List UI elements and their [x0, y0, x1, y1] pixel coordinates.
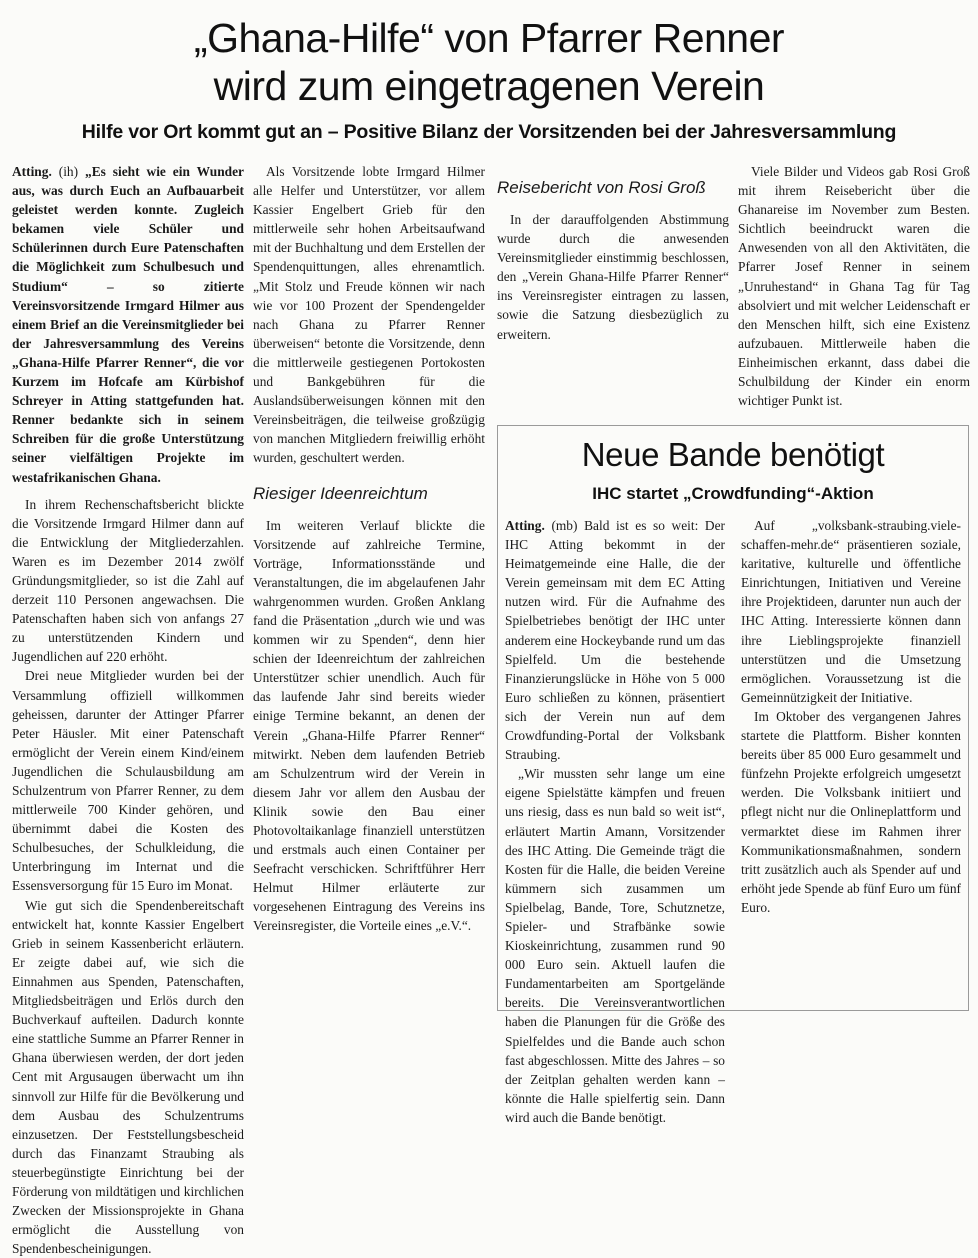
article-column-1: [12, 162, 244, 1258]
article-column-2: [253, 162, 485, 936]
box-column-2: [741, 516, 961, 917]
headline: [0, 14, 978, 110]
article-subheading: Riesiger Ideenreichtum: [253, 483, 428, 503]
headline-line-2: wird zum eingetragenen Verein: [213, 63, 765, 109]
article-paragraph: Drei neue Mitglieder wurden bei der Versammlung offiziell willkommen geheissen, darunter der Attinger Pfarrer Peter Häusler. Mit einer Patenschaft ermöglicht der Verein einem Kind/einem Jugendlichen die Schulausbildung am Schulzentrum von Pfarrer Renner, zu dem mittlerweile 700 Kinder gehören, und übernimmt dabei die Kosten des Schulbesuches, der Schulkleidung, die Unterbringung im Internat und die Essensversorgung für 15 Euro im Monat.: [12, 668, 244, 894]
article-column-3: [497, 162, 729, 344]
article-subheading: Reisebericht von Rosi Groß: [497, 178, 706, 197]
box-title: Neue Bande benötigt: [581, 436, 885, 473]
sidebar-story-box: [497, 425, 969, 1125]
box-dateline: Atting.: [505, 518, 545, 533]
article-lead-text: „Es sieht wie ein Wunder aus, was durch Euch an Aufbauarbeit geleistet werden konnte. Zugleich bekamen viele Schüler und Schülerinnen durch Eure Patenschaften die Möglichkeit zum Schulbesuch und Studium“ – so zitierte Vereinsvorsitzende Irmgard Hilmer aus einem Brief an die Vereinsmitglieder bei der Jahresversammlung des Vereins „Ghana-Hilfe Pfarrer Renner“, die vor Kurzem im Hofcafe am Kürbishof Schreyer in Atting stattgefunden hat. Renner bedankte sich in seinem Schreiben für die große Unterstützung seiner vielfältigen Projekte im westafrikanischen Ghana.: [12, 164, 244, 485]
article-column-4: [738, 162, 970, 410]
article-lead: [12, 162, 244, 487]
article-paragraph: In der darauffolgenden Abstimmung wurde durch die anwesenden Vereinsmitglieder einstimmig beschlossen, den „Verein Ghana-Hilfe Pfarrer Renner“ ins Vereinsregister eintragen zu lassen, sowie die Satzung diesbezüglich zu erweitern.: [497, 212, 729, 342]
article-paragraph: In ihrem Rechenschaftsbericht blickte die Vorsitzende Irmgard Hilmer dann auf die Entwicklung der Mitgliederzahlen. Waren es im Dezember 2014 zwölf Gründungsmitglieder, so ist die Zahl auf derzeit 110 Personen angewachsen. Die Patenschaften haben sich von anfangs 27 zu unterstützenden Kindern und Jugendlichen auf 220 erhöht.: [12, 496, 244, 665]
box-paragraph: „Wir mussten sehr lange um eine eigene Spielstätte kämpfen und freuen uns riesig, dass es nun bald so weit ist“, erläutert Martin Amann, Vorsitzender des IHC Atting. Die Gemeinde trägt die Kosten für die Halle, die beiden Vereine kümmern sich zusammen um Spielbelag, Bande, Tore, Schutznetze, Spieler- und Strafbänke sowie Kioskeinrichtung, zusammen rund 90 000 Euro sein. Aktuell laufen die Fundamentarbeiten am Sportgelände bereits. Die Vereinsverantwortlichen haben die Planungen für die Größe des Spielfeldes und die Bande auch schon fast abgeschlossen. Mitte des Jahres – so der Zeitplan gehalten werden kann – könnte die Halle spielfertig sein. Dann wird auch die Bande benötigt.: [505, 766, 725, 1125]
article-paragraph: Als Vorsitzende lobte Irmgard Hilmer alle Helfer und Unterstützer, vor allem Kassier Engelbert Grieb für den mittlerweile sehr hohen Arbeitsaufwand mit der Buchhaltung und dem Erstellen der Spendenquittungen, alles ehrenamtlich. „Mit Stolz und Freude können wir nach wie vor 100 Prozent der Spendengelder nach Ghana zu Pfarrer Renner überweisen“ betonte die Vorsitzende, denn die mittlerweile gestiegenen Portokosten und Bankgebühren für die Auslandsüberweisungen können mit den Vereinsbeiträgen, die teilweise großzügig von manchen Mitgliedern freiwillig erhöht wurden, geschultert werden.: [253, 164, 485, 466]
article-author: (ih): [58, 164, 79, 179]
box-author: (mb): [551, 518, 578, 533]
box-paragraph: [505, 516, 725, 764]
subheadline: Hilfe vor Ort kommt gut an – Positive Bilanz der Vorsitzenden bei der Jahresversammlung: [81, 121, 897, 143]
box-paragraph: Auf „volksbank-straubing.viele-schaffen-mehr.de“ präsentieren soziale, karitative, kulturelle und öffentliche Einrichtungen, Initiativen und Vereine ihre Projektideen, darunter nun auch der IHC Atting. Interessierte können dann ihre Lieblingsprojekte finanziell unterstützen und die Umsetzung ermöglichen. Voraussetzung ist die Gemeinnützigkeit der Initiative.: [741, 518, 961, 705]
box-paragraph-text: Bald ist es so weit: Der IHC Atting bekommt in der Heimatgemeinde eine Halle, die der Verein gemeinsam mit dem EC Atting nutzen wird. Für die Aufnahme des Spielbetriebes benötigt der IHC unter anderem eine Hockeybande rund um das Spielfeld. Um die bestehende Finanzierungslücke in Höhe von 5 000 Euro schließen zu können, präsentiert sich der Verein nun auf dem Crowdfunding-Portal der Volksbank Straubing.: [505, 518, 725, 763]
box-subtitle: IHC startet „Crowdfunding“-Aktion: [592, 484, 874, 503]
box-paragraph: Im Oktober des vergangenen Jahres startete die Plattform. Bisher konnten bereits über 85 000 Euro gesammelt und fünfzehn Projekte erfolgreich umgesetzt werden. Die Volksbank initiiert und pflegt nicht nur die Onlineplattform und vermarktet diese im Rahmen ihrer Kommunikationsmaßnahmen, sondern tritt zusätzlich auch als Spender auf und erhöht jede Spende ab fünf Euro um fünf Euro.: [741, 708, 961, 915]
article-paragraph: Viele Bilder und Videos gab Rosi Groß mit ihrem Reisebericht über die Ghanareise im November zum Besten. Sichtlich beeindruckt waren die Anwesenden von all den Aktivitäten, die Pfarrer Josef Renner in seinem „Unruhestand“ in Ghana Tag für Tag absolviert und mit welcher Leidenschaft er den Menschen hilft, sich eine Existenz aufzubauen. Mittlerweile haben die Einheimischen erkannt, dass dabei die Schulbildung der Kinder ein enorm wichtiger Punkt ist.: [738, 164, 970, 409]
headline-line-1: „Ghana-Hilfe“ von Pfarrer Renner: [193, 15, 785, 61]
article-paragraph: Wie gut sich die Spendenbereitschaft entwickelt hat, konnte Kassier Engelbert Grieb in seinem Kassenbericht erläutern. Er zeigte dabei auf, wie sich die Einnahmen aus Spenden, Patenschaften, Mitgliedsbeiträgen und Erlös durch den Buchverkauf aufteilen. Dadurch konnte eine stattliche Summe an Pfarrer Renner in Ghana überwiesen werden, der dort jeden Cent mit Argusaugen überwacht um ihn sinnvoll zur Hilfe für die Bevölkerung und dem Ausbau des Schulzentrums einzusetzen. Der Feststellungsbescheid durch das Finanzamt Straubing als steuerbegünstigte Einrichtung bei der Förderung von mildtätigen und kirchlichen Zwecken der Missionsprojekte in Ghana ermöglicht die Ausstellung von Spendenbescheinigungen.: [12, 897, 244, 1257]
article-paragraph: Im weiteren Verlauf blickte die Vorsitzende auf zahlreiche Termine, Vorträge, Informationsstände und Veranstaltungen, die im abgelaufenen Jahr wahrgenommen wurden. Großen Anklang fand die Präsentation „durch wie und was kommen wir zu Spenden“, denn hier schien der Ideenreichtum der zahlreichen Unterstützer schier unendlich. Auch für das laufende Jahr sind bereits wieder einige Termine bekannt, an denen der Verein „Ghana-Hilfe Pfarrer Renner“ mitwirkt. Neben dem laufenden Betrieb am Schulzentrum wird der Verein in diesem Jahr vor allem den Ausbau der Klinik sowie den Bau einer Photovoltaikanlage finanziell unterstützen und erstmals auch einen Container per Seefracht verschicken. Schriftführer Herr Helmut Hilmer erläuterte zur vorgesehenen Eintragung des Vereins ins Vereinsregister, die Vorteile eines „e.V.“.: [253, 517, 485, 934]
box-column-1: [505, 516, 725, 1127]
article-dateline: Atting.: [12, 164, 52, 179]
